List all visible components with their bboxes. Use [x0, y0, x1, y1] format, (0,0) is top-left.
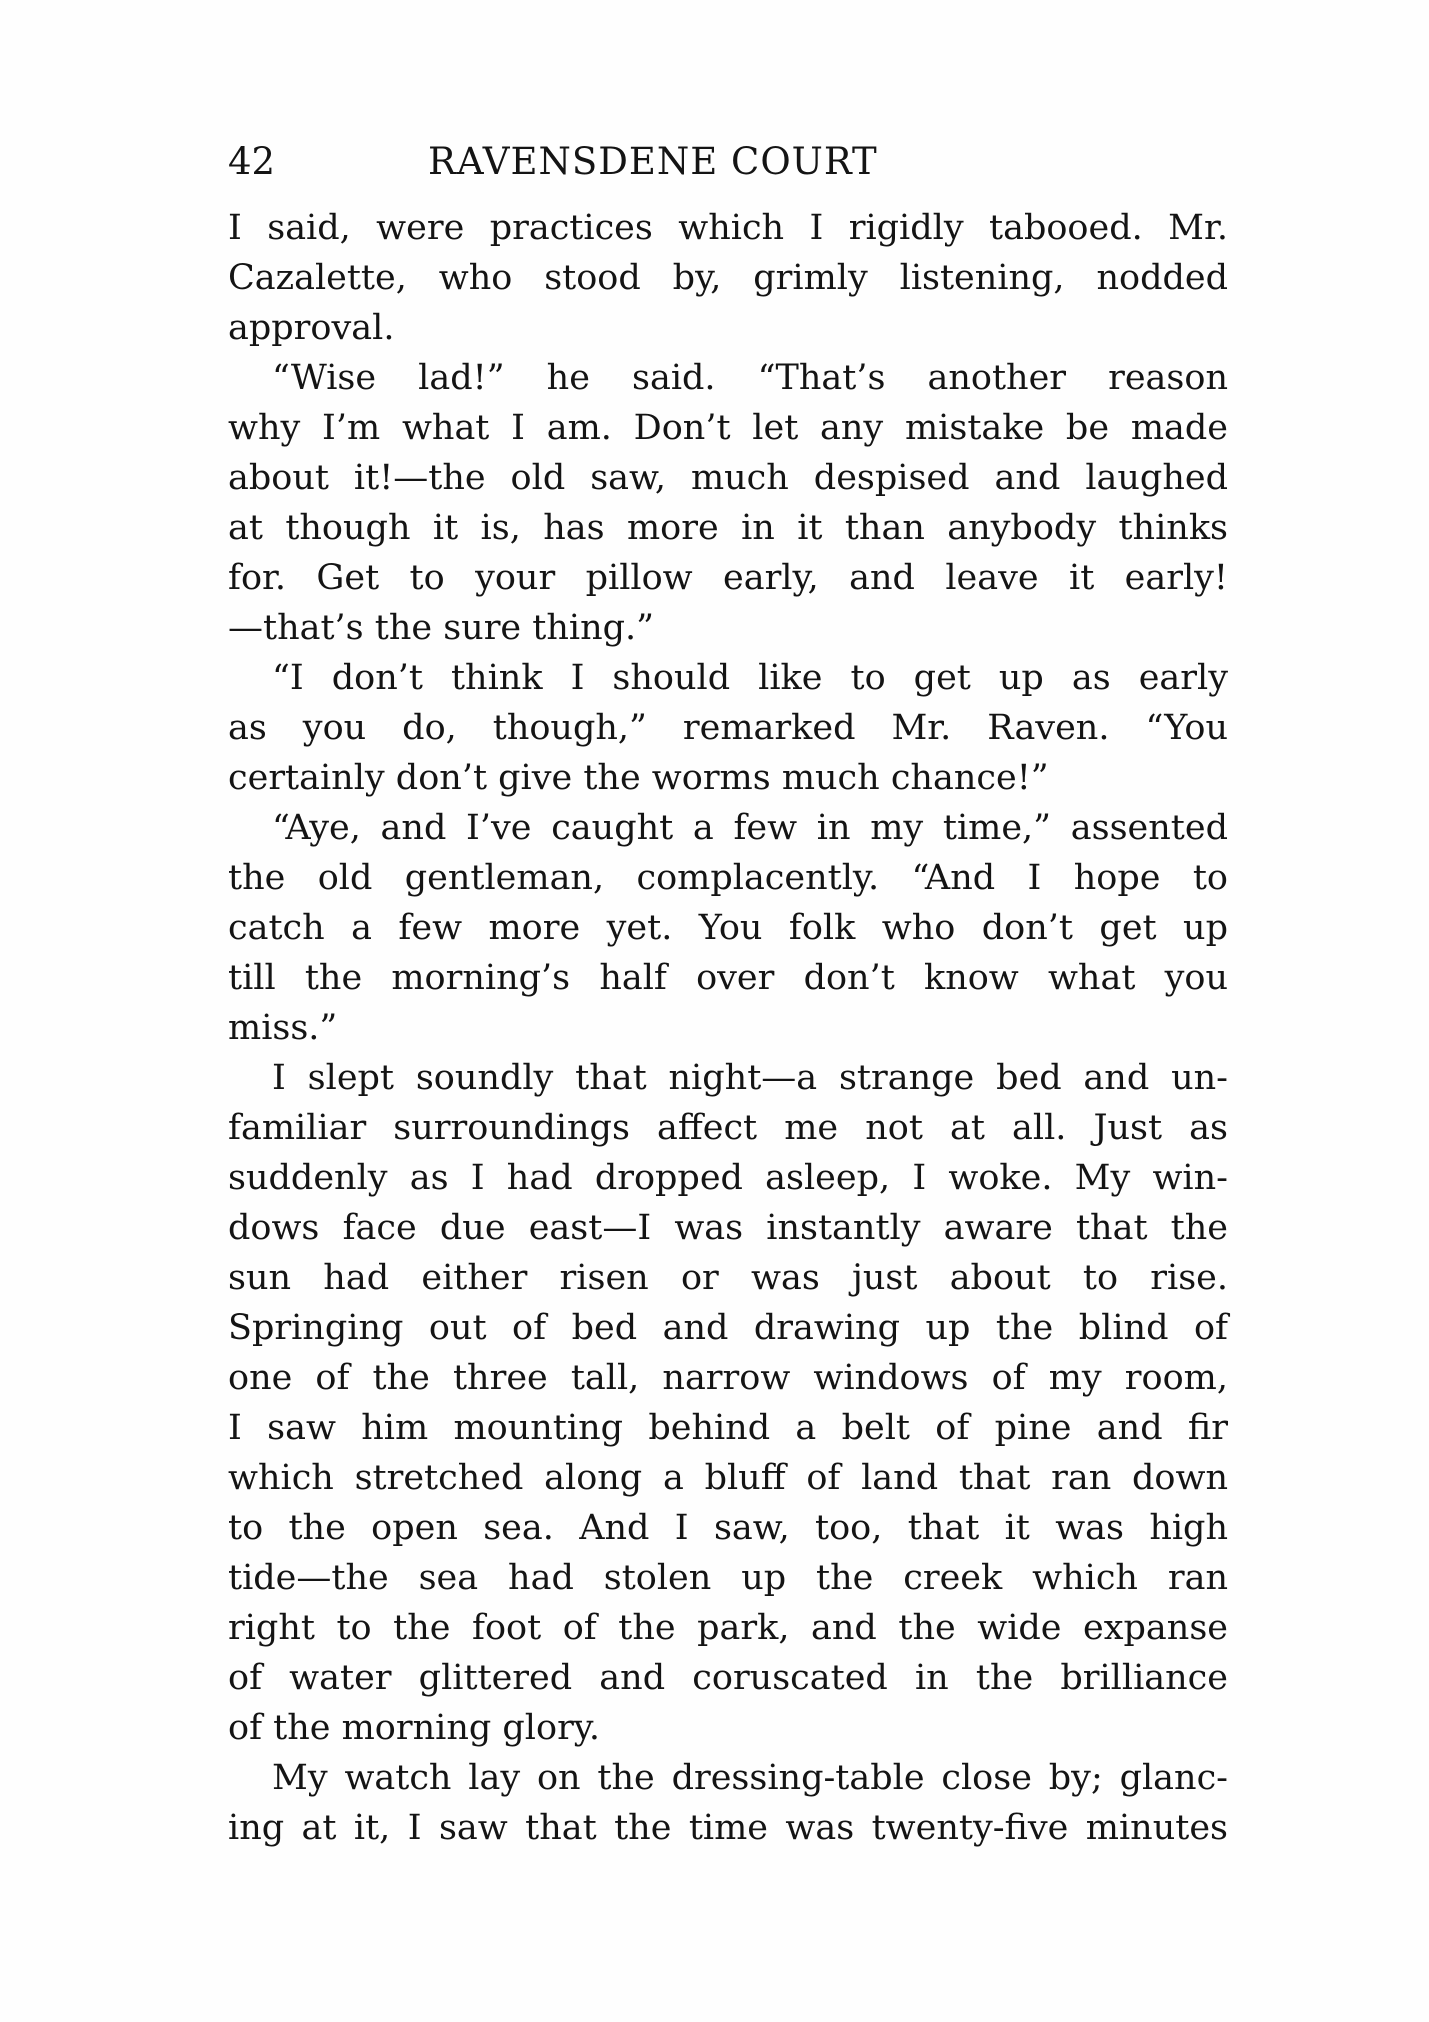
text-line: I slept soundly that night—a strange bed and un- [272, 1058, 1228, 1098]
text-line: dows face due east—I was instantly aware that the [228, 1208, 1228, 1248]
text-line: —that’s the sure thing.” [228, 608, 655, 648]
text-line: sun had either risen or was just about to rise. [228, 1258, 1228, 1298]
text-line: till the morning’s half over don’t know what you [228, 958, 1228, 998]
text-line: “Wise lad!” he said. “That’s another reason [272, 358, 1228, 398]
text-line: ing at it, I saw that the time was twenty-five minutes [228, 1808, 1228, 1848]
text-line: I saw him mounting behind a belt of pine and fir [228, 1408, 1228, 1448]
running-title: RAVENSDENE COURT [428, 140, 878, 183]
text-line: as you do, though,” remarked Mr. Raven. “You [228, 708, 1228, 748]
text-line: for. Get to your pillow early, and leave it early! [228, 558, 1228, 598]
text-line: My watch lay on the dressing-table close by; glanc- [272, 1758, 1228, 1798]
text-line: one of the three tall, narrow windows of my room, [228, 1358, 1228, 1398]
text-line: I said, were practices which I rigidly tabooed. Mr. [228, 208, 1228, 248]
page-number: 42 [228, 140, 276, 183]
text-line: approval. [228, 308, 395, 348]
body-text [228, 203, 1228, 1853]
text-line: which stretched along a bluff of land that ran down [228, 1458, 1228, 1498]
text-line: Cazalette, who stood by, grimly listening, nodded [228, 258, 1228, 298]
text-line: familiar surroundings affect me not at all. Just as [228, 1108, 1228, 1148]
text-line: at though it is, has more in it than anybody thinks [228, 508, 1228, 548]
text-line: Springing out of bed and drawing up the blind of [228, 1308, 1228, 1348]
text-line: about it!—the old saw, much despised and laughed [228, 458, 1228, 498]
text-line: suddenly as I had dropped asleep, I woke. My win- [228, 1158, 1228, 1198]
text-line: of water glittered and coruscated in the brilliance [228, 1658, 1228, 1698]
text-line: catch a few more yet. You folk who don’t get up [228, 908, 1228, 948]
text-line: of the morning glory. [228, 1708, 601, 1748]
text-line: why I’m what I am. Don’t let any mistake be made [228, 408, 1228, 448]
text-line: certainly don’t give the worms much chance!” [228, 758, 1049, 798]
text-line: miss.” [228, 1008, 338, 1048]
text-line: right to the foot of the park, and the wide expanse [228, 1608, 1228, 1648]
page-header [228, 140, 1228, 184]
text-line: to the open sea. And I saw, too, that it was high [228, 1508, 1228, 1548]
text-line: “I don’t think I should like to get up as early [272, 658, 1228, 698]
text-line: the old gentleman, complacently. “And I hope to [228, 858, 1228, 898]
text-line: tide—the sea had stolen up the creek which ran [228, 1558, 1228, 1598]
text-line: “Aye, and I’ve caught a few in my time,” assented [272, 808, 1228, 848]
